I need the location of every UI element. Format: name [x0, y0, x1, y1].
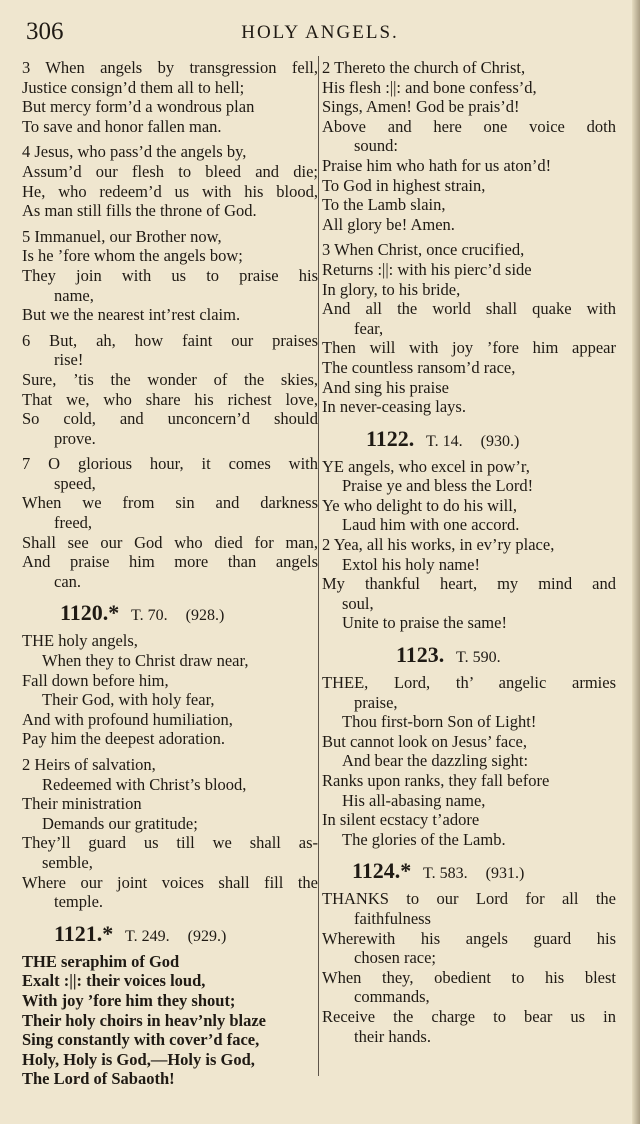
verse-line: Ye who delight to do his will, — [322, 495, 517, 515]
verse-line: To save and honor fallen man. — [22, 116, 222, 136]
verse-line: Where our joint voices shall fill the — [22, 872, 318, 892]
stanza-4 — [22, 142, 318, 220]
hymn-1122-stanza-1 — [322, 457, 616, 535]
verse-line: Then will with joy ’fore him appear — [322, 338, 616, 358]
verse-line: Assum’d our flesh to bleed and die; — [22, 161, 318, 181]
hymn-reference: (931.) — [485, 865, 525, 883]
verse-line: Unite to praise the same! — [342, 613, 507, 633]
verse-line: temple. — [54, 892, 104, 912]
verse-line: In silent ecstacy t’adore — [322, 810, 480, 830]
hymn-1120-stanza-1 — [22, 631, 318, 749]
verse-line: Wherewith his angels guard his — [322, 928, 616, 948]
verse-line: THANKS to our Lord for all the — [322, 889, 616, 909]
tune-number: T. 249. — [125, 927, 170, 945]
verse-line: 4 Jesus, who pass’d the angels by, — [22, 142, 247, 162]
verse-line: Sings, Amen! God be prais’d! — [322, 97, 520, 117]
verse-line: But cannot look on Jesus’ face, — [322, 731, 527, 751]
hymn-number: 1121.* — [54, 920, 114, 946]
hymn-1122-heading — [322, 421, 616, 457]
verse-line: rise! — [54, 350, 84, 370]
verse-line: That we, who share his richest love, — [22, 389, 318, 409]
hymn-reference: (930.) — [480, 432, 520, 450]
verse-line: All glory be! Amen. — [322, 214, 455, 234]
verse-line: His all-abasing name, — [342, 790, 486, 810]
verse-line: To the Lamb slain, — [322, 195, 446, 215]
hymn-number: 1124.* — [352, 858, 412, 884]
verse-line: 2 Yea, all his works, in ev’ry place, — [322, 535, 555, 555]
verse-line: With joy ’fore him they shout; — [22, 990, 236, 1010]
verse-line: chosen race; — [354, 948, 436, 968]
verse-line: And with profound humiliation, — [22, 709, 233, 729]
verse-line: To God in highest strain, — [322, 175, 486, 195]
verse-line: Fall down before him, — [22, 670, 169, 690]
hymn-reference: (929.) — [187, 927, 227, 945]
verse-line: Shall see our God who died for man, — [22, 532, 318, 552]
stanza-7 — [22, 454, 318, 591]
verse-line: 3 When Christ, once crucified, — [322, 240, 525, 260]
verse-line: prove. — [54, 428, 96, 448]
verse-line: sound: — [354, 136, 399, 156]
hymn-1123-heading — [322, 637, 616, 673]
verse-line: The countless ransom’d race, — [322, 357, 516, 377]
tune-number: T. 583. — [423, 865, 468, 883]
verse-line: speed, — [54, 473, 96, 493]
verse-line: praise, — [354, 692, 398, 712]
running-head — [0, 18, 640, 48]
verse-line: Extol his holy name! — [342, 554, 480, 574]
verse-line: In never-ceasing lays. — [322, 397, 466, 417]
verse-line: Demands our gratitude; — [42, 813, 198, 833]
stanza-3 — [322, 240, 616, 416]
hymn-number: 1122. — [366, 425, 415, 451]
verse-line: their hands. — [354, 1026, 431, 1046]
verse-line: Their holy choirs in heav’nly blaze — [22, 1010, 267, 1030]
verse-line: Their God, with holy fear, — [42, 690, 215, 710]
verse-line: And sing his praise — [322, 377, 449, 397]
hymn-1124-heading — [322, 853, 616, 889]
verse-line: His flesh :||: and bone confess’d, — [322, 77, 537, 97]
verse-line: soul, — [342, 593, 374, 613]
verse-line: As man still fills the throne of God. — [22, 201, 257, 221]
verse-line: They join with us to praise his — [22, 265, 318, 285]
verse-line: 7 O glorious hour, it comes with — [22, 454, 318, 474]
stanza-3 — [22, 58, 318, 136]
verse-line: can. — [54, 571, 82, 591]
stanza-6 — [22, 331, 318, 449]
hymn-reference: (928.) — [185, 607, 225, 625]
verse-line: 2 Heirs of salvation, — [22, 755, 156, 774]
verse-line: So cold, and unconcern’d should — [22, 409, 318, 429]
hymn-1123-stanza-1 — [322, 673, 616, 849]
verse-line: 6 But, ah, how faint our praises — [22, 330, 318, 350]
verse-line: fear, — [354, 318, 384, 338]
tune-number: T. 590. — [456, 649, 501, 667]
verse-line: freed, — [54, 513, 93, 533]
verse-line: Holy, Holy is God,—Holy is God, — [22, 1049, 255, 1069]
verse-line: THE holy angels, — [22, 631, 138, 651]
hymn-number: 1123. — [396, 642, 445, 668]
tune-number: T. 70. — [131, 607, 168, 625]
page-number: 306 — [26, 18, 64, 45]
verse-line: And bear the dazzling sight: — [342, 751, 529, 771]
verse-line: Ranks upon ranks, they fall before — [322, 771, 550, 790]
page-edge — [632, 0, 640, 1124]
verse-line: THE seraphim of God — [22, 951, 180, 971]
verse-line: Receive the charge to bear us in — [322, 1006, 616, 1026]
hymn-1120-stanza-2 — [22, 755, 318, 912]
verse-line: 2 Thereto the church of Christ, — [322, 58, 526, 77]
verse-line: Pay him the deepest adoration. — [22, 729, 225, 749]
verse-line: Sure, ’tis the wonder of the skies, — [22, 369, 318, 389]
verse-line: Laud him with one accord. — [342, 515, 520, 535]
column-divider — [318, 56, 319, 1076]
verse-line: Is he ’fore whom the angels bow; — [22, 246, 243, 266]
verse-line: faithfulness — [354, 908, 431, 928]
tune-number: T. 14. — [426, 432, 463, 450]
verse-line: 5 Immanuel, our Brother now, — [22, 226, 222, 246]
verse-line: Above and here one voice doth — [322, 116, 616, 136]
hymn-1121-stanza-1 — [22, 952, 318, 1089]
verse-line: But mercy form’d a wondrous plan — [22, 97, 255, 117]
verse-line: They’ll guard us till we shall as- — [22, 833, 318, 853]
verse-line: Praise ye and bless the Lord! — [342, 476, 534, 496]
verse-line: And praise him more than angels — [22, 552, 318, 572]
verse-line: semble, — [42, 852, 93, 872]
verse-line: Thou first-born Son of Light! — [342, 712, 537, 732]
verse-line: Praise him who hath for us aton’d! — [322, 155, 552, 175]
verse-line: My thankful heart, my mind and — [322, 574, 616, 594]
verse-line: Their ministration — [22, 794, 142, 814]
verse-line: When we from sin and darkness — [22, 493, 318, 513]
verse-line: When they to Christ draw near, — [42, 651, 249, 671]
verse-line: When they, obedient to his blest — [322, 967, 616, 987]
verse-line: commands, — [354, 987, 430, 1007]
verse-line: Exalt :||: their voices loud, — [22, 971, 206, 991]
verse-line: name, — [54, 285, 94, 305]
verse-line: THEE, Lord, th’ angelic armies — [322, 673, 616, 693]
verse-line: The Lord of Sabaoth! — [22, 1069, 175, 1089]
verse-line: Sing constantly with cover’d face, — [22, 1030, 260, 1050]
verse-line: But we the nearest int’rest claim. — [22, 305, 241, 325]
verse-line: In glory, to his bride, — [322, 279, 461, 299]
verse-line: He, who redeem’d us with his blood, — [22, 181, 318, 201]
verse-line: YE angels, who excel in pow’r, — [322, 456, 530, 476]
stanza-2 — [322, 58, 616, 234]
hymn-number: 1120.* — [60, 600, 120, 626]
verse-line: Returns :||: with his pierc’d side — [322, 259, 532, 279]
verse-line: 3 When angels by transgression fell, — [22, 58, 318, 77]
hymn-1124-stanza-1 — [322, 889, 616, 1046]
right-column — [322, 58, 616, 1046]
running-title: HOLY ANGELS. — [241, 22, 399, 43]
verse-line: The glories of the Lamb. — [342, 829, 506, 849]
stanza-5 — [22, 227, 318, 325]
left-column — [22, 58, 318, 1089]
verse-line: Justice consign’d them all to hell; — [22, 77, 245, 97]
verse-line: Redeemed with Christ’s blood, — [42, 774, 247, 794]
hymn-1121-heading — [22, 916, 318, 952]
hymn-1120-heading — [22, 595, 318, 631]
hymn-1122-stanza-2 — [322, 535, 616, 633]
verse-line: And all the world shall quake with — [322, 299, 616, 319]
